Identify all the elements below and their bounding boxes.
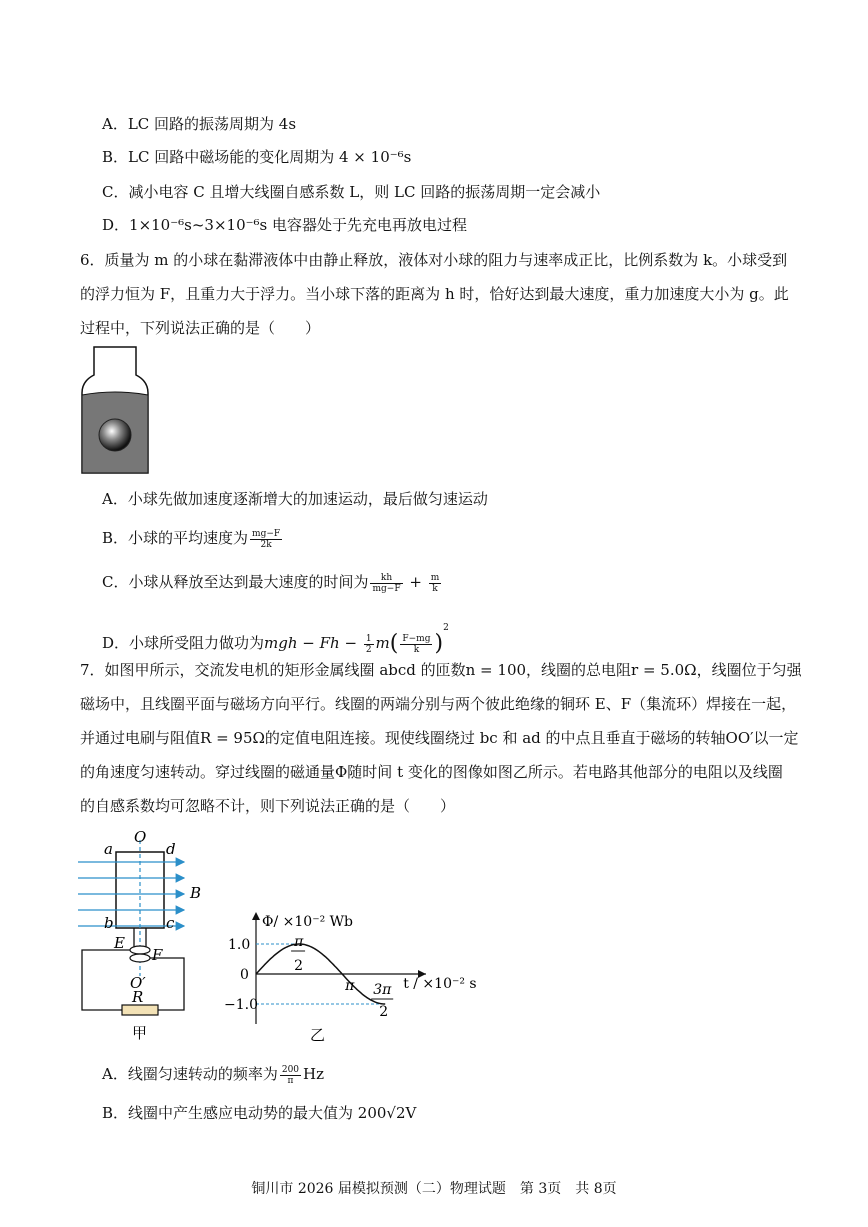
tick-label-3pi-half-num: 3π (373, 982, 392, 998)
label-a: a (104, 840, 113, 858)
q7-stem-line3: 并通过电刷与阻值R = 95Ω的定值电阻连接。现使线圈绕过 bc 和 ad 的中点且垂直于磁场的转轴OO′以一定 (80, 729, 799, 747)
q7-stem-line2: 磁场中，且线圈平面与磁场方向平行。线圈的两端分别与两个彼此绝缘的铜环 E、F（集流环）焊接在一起， (80, 695, 797, 713)
label-b-field: B (190, 884, 202, 902)
caption-yi: 乙 (310, 1026, 326, 1044)
tick-label-3pi-half-den: 2 (379, 1004, 389, 1020)
label-d: d (166, 840, 176, 858)
bottle-figure (80, 345, 150, 477)
q6-option-a: A．小球先做加速度逐渐增大的加速运动，最后做匀速运动 (102, 490, 488, 508)
q6-stem-line1: 6．质量为 m 的小球在黏滞液体中由静止释放，液体对小球的阻力与速率成正比，比例系数为 k。小球受到 (80, 251, 788, 269)
tick-label-y-zero: 0 (240, 967, 249, 983)
q5-option-b: B．LC 回路中磁场能的变化周期为 4 × 10⁻⁶s (102, 148, 412, 166)
q5-option-a: A．LC 回路的振荡周期为 4s (102, 115, 297, 133)
tick-label-pi-half-num: π (294, 934, 304, 950)
q6-option-c: C．小球从释放至达到最大速度的时间为 $\frac{kh}{mg-F}$ + $\frac{m}{k}$ (102, 572, 440, 594)
q5-option-d: D．1×10⁻⁶s~3×10⁻⁶s 电容器处于先充电再放电过程 (102, 216, 468, 234)
label-r: R (132, 988, 144, 1006)
q7-stem-line1: 7．如图甲所示，交流发电机的矩形金属线圈 abcd 的匝数n = 100，线圈的总电阻r = 5.0Ω，线圈位于匀强 (80, 661, 802, 679)
q6-stem-line2: 的浮力恒为 F，且重力大于浮力。当小球下落的距离为 h 时，恰好达到最大速度，重力加速度大小为 g。此 (80, 285, 789, 303)
q7-stem-line4: 的角速度匀速转动。穿过线圈的磁通量Φ随时间 t 变化的图像如图乙所示。若电路其他部分的电阻以及线圈 (80, 763, 783, 781)
resistor (122, 1005, 158, 1015)
ring-f (130, 954, 150, 962)
label-e: E (114, 934, 125, 952)
tick-label-y-neg: −1.0 (224, 997, 258, 1013)
q7-option-b: B．线圈中产生感应电动势的最大值为 200√2V (102, 1104, 417, 1122)
q6-option-b: B．小球的平均速度为 $\frac{mg-F}{2k}$ (102, 528, 281, 550)
q5-option-c: C．减小电容 C 且增大线圈自感系数 L，则 LC 回路的振荡周期一定会减小 (102, 183, 601, 201)
generator-figure (76, 826, 206, 1046)
q7-option-a: A．线圈匀速转动的频率为 $\frac{200}{\pi}$ Hz (102, 1064, 325, 1086)
q6-stem-line3: 过程中，下列说法正确的是（ ） (80, 319, 321, 337)
label-c: c (166, 914, 175, 932)
chart-xlabel: t / ×10⁻² s (403, 976, 477, 992)
caption-jia: 甲 (132, 1024, 148, 1042)
flux-chart (224, 906, 477, 1046)
q6-option-d: D．小球所受阻力做功为mgh − Fh − $\frac{1}{2}$ m( $\frac{F-mg}{k}$ )$^2$ (102, 623, 449, 656)
page-footer: 铜川市 2026 届模拟预测（二）物理试题 第 3页 共 8页 (251, 1181, 617, 1197)
label-o-prime: O′ (130, 974, 146, 992)
q7-stem-line5: 的自感系数均可忽略不计，则下列说法正确的是（ ） (80, 797, 456, 815)
label-o: O (134, 828, 147, 846)
chart-ylabel: Φ/ ×10⁻² Wb (262, 914, 353, 930)
tick-label-pi: π (345, 978, 355, 994)
label-f: F (152, 946, 163, 964)
y-axis-arrow (252, 912, 260, 920)
ring-e (130, 946, 150, 954)
tick-label-y-pos: 1.0 (228, 937, 251, 953)
label-b: b (104, 914, 114, 932)
tick-label-pi-half-den: 2 (294, 958, 303, 974)
ball (99, 419, 131, 451)
